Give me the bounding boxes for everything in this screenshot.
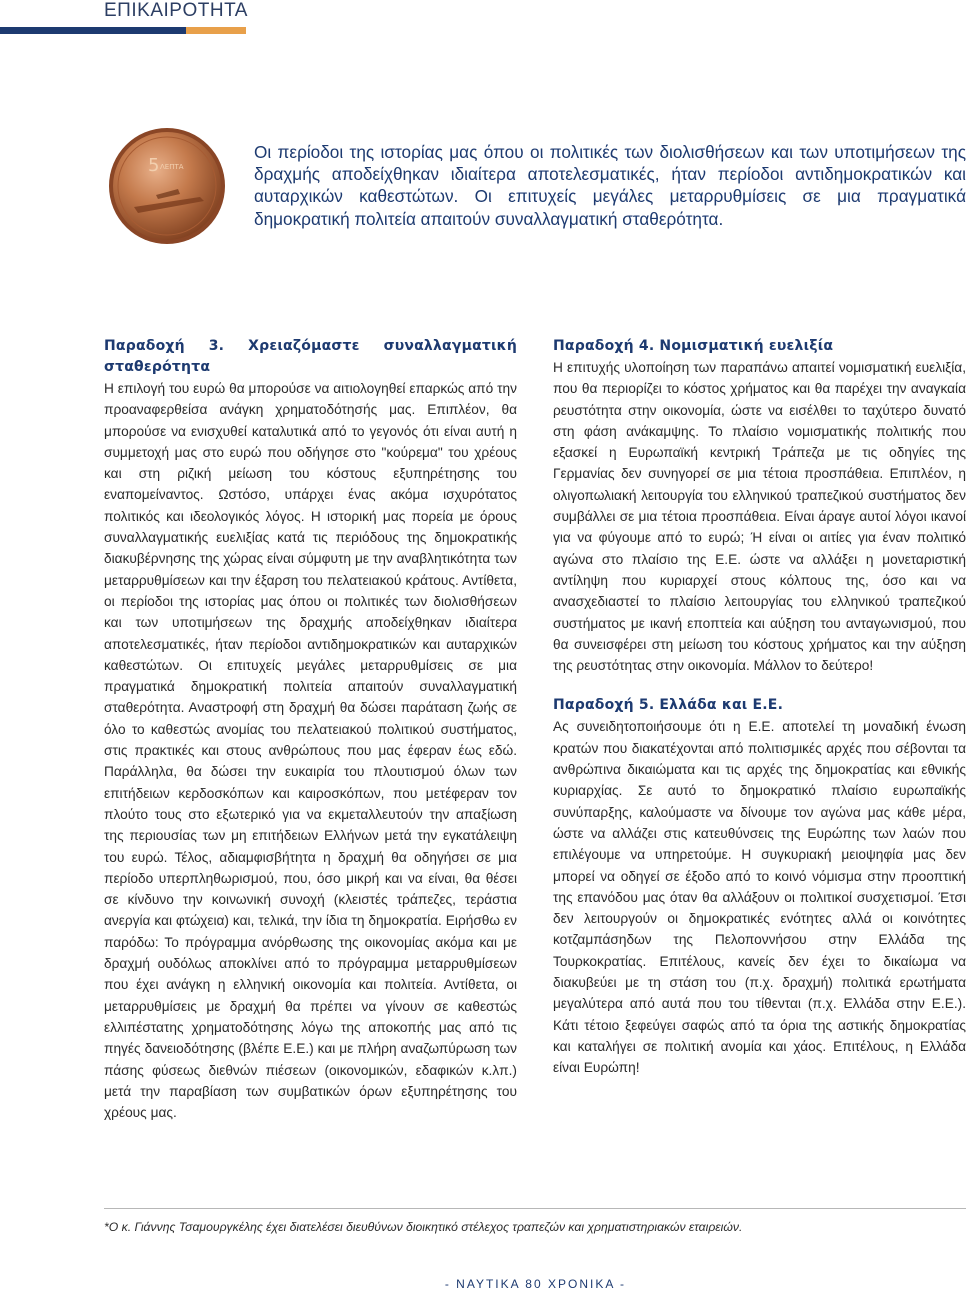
pull-quote: Οι περίοδοι της ιστορίας μας όπου οι πολιτικές των διολισθήσεων και των υποτιμήσεων της δραχμής αποδείχθηκαν ιδιαίτερα αποτελεσματικές, ήταν περίοδοι αντιδημοκρατικών και αυταρχικών καθεστώτων. Οι επιτυχείς μεγάλες μεταρρυθμίσεις σε μια πραγματικά δημοκρατική πολιτεία απαιτούν συναλλαγματική σταθερότητα. [254, 142, 966, 229]
heading-assumption-4: Παραδοχή 4. Νομισματική ευελιξία [553, 338, 834, 354]
heading-assumption-3: Παραδοχή 3. Χρειαζόμαστε συναλλαγματική σταθερότητα [104, 338, 517, 375]
coin-label: ΛΕΠΤΑ [160, 163, 184, 171]
section-gap [553, 676, 966, 695]
euro-coin-image [108, 127, 226, 245]
header-rule-orange [186, 27, 246, 34]
coin-denomination: 5 [148, 155, 160, 176]
publication-name: - ΝΑΥΤΙΚΑ 80 ΧΡΟΝΙΚΑ - [444, 1277, 626, 1291]
section-label: ΕΠΙΚΑΙΡΟΤΗΤΑ [104, 0, 248, 21]
header-rule-blue [0, 27, 186, 34]
left-column [104, 336, 517, 1123]
body-assumption-4: Η επιτυχής υλοποίηση των παραπάνω απαιτεί νομισματική ευελιξία, που θα περιορίζει το κόστος χρήματος και θα παρέχει την αναγκαία ρευστότητα στην οικονομία, ώστε να εισέλθει το ταχύτερο δυνατό στη φάση ανάκαμψης. Το πλαίσιο νομισματικής πολιτικής που εξασκεί η Ευρωπαϊκή κεντρική Τράπεζα με τις οδηγίες της Γερμανίας δεν συνηγορεί σε μια τέτοια προσπάθεια. Επιπλέον, η ολιγοπωλιακή λειτουργία του ελληνικού τραπεζικού συστήματος δεν συμβάλλει σε μια τέτοια προσπάθεια. Είναι άραγε αυτοί λόγοι ικανοί για να φύγουμε από το ευρώ; Ή είναι οι αιτίες για έναν πολιτικό αγώνα στο πλαίσιο της Ε.Ε. ώστε να αλλάξει η μονεταριστική αντίληψη που κυριαρχεί στους κόλπους της, όσο και να ανασχεδιαστεί το πλαίσιο λειτουργίας του ελληνικού τραπεζικού συστήματος με ικανή εποπτεία και αύξηση του ανταγωνισμού, που θα συνεισφέρει στη μείωση του κόστους χρήματος και την αύξηση της ρευστότητας στην οικονομία. Μάλλον το δεύτερο! [553, 360, 966, 674]
body-assumption-5: Ας συνειδητοποιήσουμε ότι η Ε.Ε. αποτελεί τη μοναδική ένωση κρατών που διακατέχονται από πολιτισμικές αρχές που σέβονται τα ανθρώπινα δικαιώματα και τις αρχές της δημοκρατίας και εθνικής κυριαρχίας. Σε αυτό το δημοκρατικό πλαίσιο ευρωπαϊκής συνύπαρξης, καλούμαστε να δίνουμε τον αγώνα μας κάθε μέρα, ώστε να αλλάζει στις κατευθύνσεις της Ευρώπης των λαών που επιλέγουμε να υπηρετούμε. Η συγκυριακή μειοψηφία μας δεν μπορεί να οδηγεί σε έξοδο από το κοινό νόμισμα στην προοπτική της επανόδου μας όταν θα αλλάξουν οι πολιτικοί συσχετισμοί. Έτσι δεν λειτουργούν οι δημοκρατικές ενότητες αλλά οι κοινότητες κοτζαμπάσηδων της Πελοποννήσου στην Ελλάδα της Τουρκοκρατίας. Επιτέλους, κανείς δεν έχει το δικαίωμα να διακυβεύει με τη στάση του (π.χ. δραχμή) πολιτικά ερωτήματα μεγαλύτερα από αυτά που του τίθενται (π.χ. Ελλάδα στην Ε.Ε.). Κάτι τέτοιο ξεφεύγει σαφώς από τα όρια της αστικής δημοκρατίας και καταλήγει σε πολιτική ανομία και χάος. Επιτέλους, η Ελλάδα είναι Ευρώπη! [553, 719, 966, 1076]
author-footnote: *Ο κ. Γιάννης Τσαμουργκέλης έχει διατελέσει διευθύνων διοικητικό στέλεχος τραπεζών και χρηματιστηριακών εταιρειών. [104, 1220, 743, 1234]
body-assumption-3: Η επιλογή του ευρώ θα μπορούσε να αιτιολογηθεί επαρκώς από την προαναφερθείσα ανάγκη χρηματοδότησής μας. Επιπλέον, θα μπορούσε να ενισχυθεί καταλυτικά από το γεγονός ότι είναι αυτή η συμμετοχή μας στο ευρώ που οδήγησε στο "κούρεμα" του χρέους και στη ριζική μείωση του κόστους εξυπηρέτησης του εναπομείναντος. Ωστόσο, υπάρχει ένας ακόμα ισχυρότατος πολιτικός και ιδεολογικός λόγος. Η ιστορική μας πορεία με όρους συναλλαγματικής ευελιξίας κατά τις περιόδους της δημοκρατικής διακυβέρνησης της χώρας είναι σύμφυτη με την αναβλητικότητα των μεταρρυθμίσεων και την έξαρση του πελατειακού κράτους. Αντίθετα, οι περίοδοι της ιστορίας μας όπου οι πολιτικές των διολισθήσεων και των υποτιμήσεων της δραχμής αποδείχθηκαν ιδιαίτερα αποτελεσματικές, ήταν περίοδοι αντιδημοκρατικών και αυταρχικών καθεστώτων. Οι επιτυχείς μεγάλες μεταρρυθμίσεις σε μια πραγματικά δημοκρατική πολιτεία απαιτούν συναλλαγματική σταθερότητα. Αναστροφή στη δραχμή θα δώσει παράταση ζωής σε όλο το καθεστώς ανομίας του πελατειακού πολιτικού συστήματος, στις πρακτικές και στους ανθρώπους που μας έφεραν έως εδώ. Παράλληλα, θα δώσει την ευκαιρία του πλουτισμού όλων των επιτήδειων κερδοσκόπων και καιροσκόπων, που μετέφεραν τον πλούτο τους στο εξωτερικό για να εκμεταλλευτούν την απαξίωση της περιουσίας των μη επιτήδειων Ελλήνων μετά την εγκατάλειψη του ευρώ. Τέλος, αδιαμφισβήτητα η δραχμή θα οδηγήσει σε μια περίοδο υπερπληθωρισμού, που, όσο μικρή και να είναι, θα θέσει σε κίνδυνο την κοινωνική συνοχή (κλειστές τράπεζες, τεράστια ανεργία και φτώχεια) και, τελικά, την ίδια τη δημοκρατία. Ειρήσθω εν παρόδω: Το πρόγραμμα ανόρθωσης της οικονομίας ακόμα και με δραχμή ουδόλως αποκλίνει από το πρόγραμμα μεταρρυθμίσεων που έχει ανάγκη η ελληνική οικονομία και πολιτεία. Αντίθετα, οι μεταρρυθμίσεις με δραχμή θα πρέπει να γίνουν σε καθεστώς ελλιπέστατης χρηματοδότησης λόγω της αποκοπής μας από τις πηγές δανειοδότησης (βλέπε Ε.Ε.) και με πλήρη αναζωπύρωση των πάσης φύσεως διεθνών πιέσεων (οικονομικών, εδαφικών κ.λπ.) μετά την παραβίαση των συμβατικών όρων εξυπηρέτησης του χρέους μας. [104, 381, 517, 1121]
right-column [553, 336, 966, 1079]
page-footer [0, 1277, 966, 1291]
heading-assumption-5: Παραδοχή 5. Ελλάδα και Ε.Ε. [553, 697, 784, 714]
footnote-divider [104, 1208, 966, 1209]
